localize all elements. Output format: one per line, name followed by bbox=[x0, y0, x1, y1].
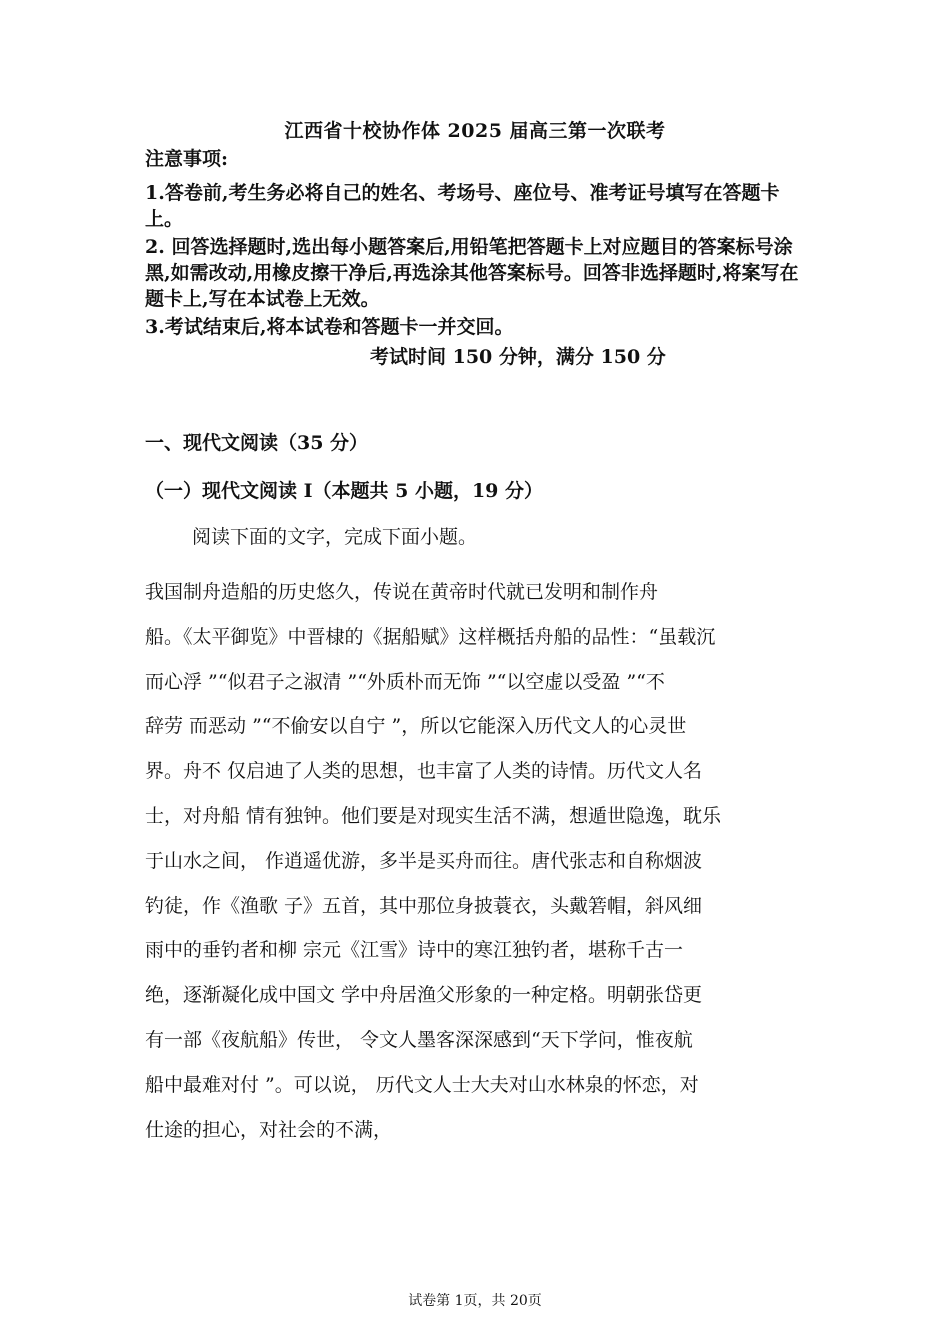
passage-line: 船。《太平御览》中晋棣的《据船赋》这样概括舟船的品性：“虽载沉 bbox=[145, 625, 716, 648]
reading-passage bbox=[145, 570, 815, 1152]
reading-instruction: 阅读下面的文字，完成下面小题。 bbox=[192, 526, 478, 548]
passage-line: 钓徒，作《渔歌 子》五首，其中那位身披蓑衣，头戴箬帽，斜风细 bbox=[145, 894, 703, 917]
subsection-heading: （一）现代文阅读 Ⅰ（本题共 5 小题，19 分） bbox=[145, 480, 544, 502]
passage-line: 我国制舟造船的历史悠久，传说在黄帝时代就已发明和制作舟 bbox=[145, 581, 659, 603]
notice-item-1: 1.答卷前,考生务必将自己的姓名、考场号、座位号、准考证号填写在答题卡上。 bbox=[145, 182, 780, 230]
passage-line: 界。舟不 仅启迪了人类的思想，也丰富了人类的诗情。历代文人名 bbox=[145, 760, 703, 783]
document-title: 江西省十校协作体 2025 届高三第一次联考 bbox=[284, 120, 666, 142]
passage-line: 于山水之间， 作逍遥优游，多半是买舟而往。唐代张志和自称烟波 bbox=[145, 849, 703, 872]
passage-line: 雨中的垂钓者和柳 宗元《江雪》诗中的寒江独钓者，堪称千古一 bbox=[145, 939, 684, 962]
notice-item-2: 2. 回答选择题时,选出每小题答案后,用铅笔把答题卡上对应题目的答案标号涂黑,如需改动,用橡皮擦干净后,再选涂其他答案标号。回答非选择题时,将案写在题卡上,写在本试卷上无效。 bbox=[145, 236, 799, 310]
passage-line: 士，对舟船 情有独钟。他们要是对现实生活不满，想遁世隐逸，耽乐 bbox=[145, 804, 722, 827]
passage-line: 有一部《夜航船》传世， 令文人墨客深深感到“天下学问，惟夜航 bbox=[145, 1028, 693, 1051]
section-heading: 一、现代文阅读（35 分） bbox=[145, 432, 369, 454]
notice-heading: 注意事项: bbox=[145, 148, 229, 170]
page-footer: 试卷第 1页，共 20页 bbox=[408, 1293, 542, 1309]
passage-line: 仕途的担心，对社会的不满， bbox=[145, 1118, 393, 1141]
exam-time-info: 考试时间 150 分钟，满分 150 分 bbox=[370, 346, 666, 368]
passage-line: 而心浮 ”“似君子之淑清 ”“外质朴而无饰 ”“以空虚以受盈 ”“不 bbox=[145, 670, 665, 693]
passage-line: 船中最难对付 ”。可以说， 历代文人士大夫对山水林泉的怀恋，对 bbox=[145, 1073, 699, 1096]
notice-item-3: 3.考试结束后,将本试卷和答题卡一并交回。 bbox=[145, 316, 514, 338]
passage-line: 绝，逐渐凝化成中国文 学中舟居渔父形象的一种定格。明朝张岱更 bbox=[145, 984, 703, 1007]
passage-line: 辞劳 而恶动 ”“不偷安以自宁 ”，所以它能深入历代文人的心灵世 bbox=[145, 715, 687, 738]
